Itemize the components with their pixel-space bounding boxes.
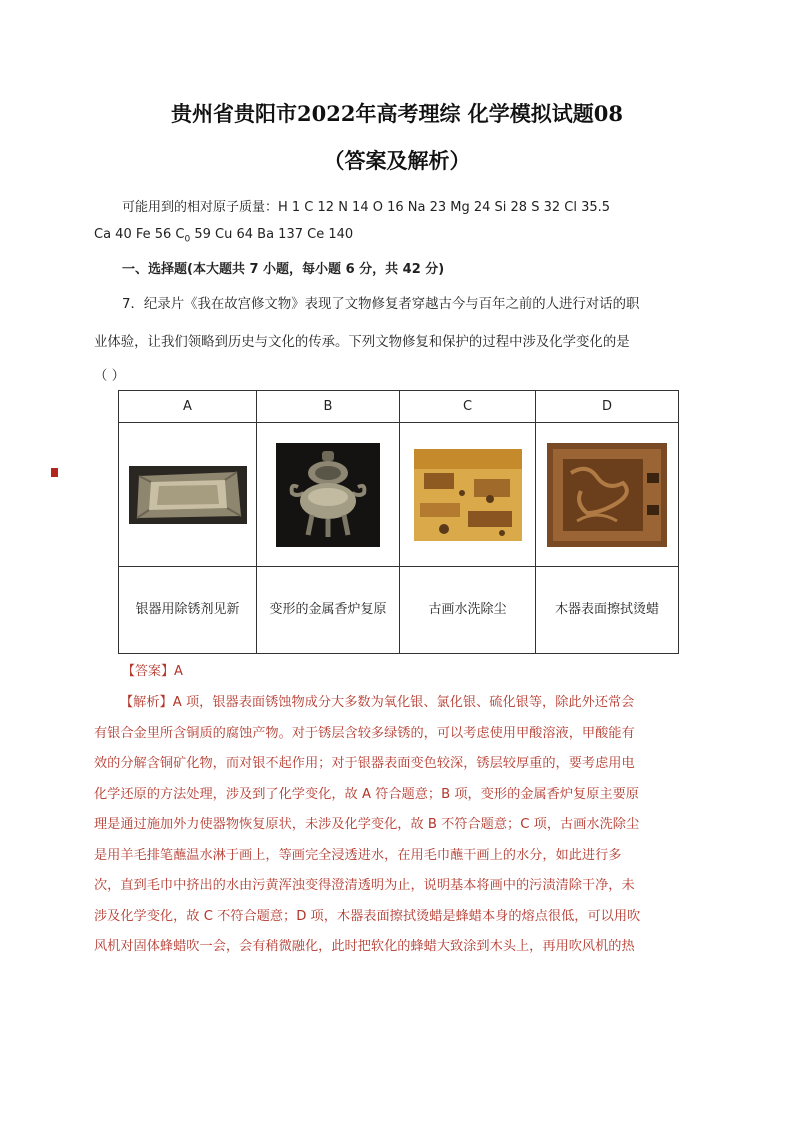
carved-wood-photo — [547, 443, 667, 547]
incense-burner-photo — [276, 443, 380, 547]
silver-box-photo — [129, 466, 247, 524]
analysis-line: 理是通过施加外力使器物恢复原状，未涉及化学变化，故 B 不符合题意；C 项，古画水洗除尘 — [94, 817, 640, 832]
option-b-image-cell — [257, 423, 400, 567]
analysis-line: 效的分解含铜矿化物，而对银不起作用；对于银器表面变色较深，锈层较厚重的，要考虑用电 — [94, 756, 635, 771]
atomic-masses-text-a: Ca 40 Fe 56 C — [94, 227, 185, 242]
analysis-line: 次，直到毛巾中挤出的水由污黄浑浊变得澄清透明为止，说明基本将画中的污渍清除干净，未 — [94, 878, 635, 893]
analysis-line: 有银合金里所含铜质的腐蚀产物。对于锈层含较多绿锈的，可以考虑使用甲酸溶液，甲酸能有 — [94, 725, 635, 741]
option-c-caption: 古画水洗除尘 — [400, 567, 536, 654]
option-b-caption — [257, 567, 400, 654]
question-line-1: 7．纪录片《我在故宫修文物》表现了文物修复者穿越古今与百年之前的人进行对话的职 — [122, 297, 640, 312]
question-line-3: （ ） — [94, 369, 126, 384]
ancient-painting-photo — [414, 449, 522, 541]
analysis-line: 是用羊毛排笔蘸温水淋于画上，等画完全浸透进水，在用毛巾蘸干画上的水分，如此进行多 — [94, 847, 622, 863]
atomic-masses-line-2 — [94, 227, 353, 245]
analysis-line: 风机对固体蜂蜡吹一会，会有稍微融化，此时把软化的蜂蜡大致涂到木头上，再用吹风机的热 — [94, 939, 635, 954]
section-heading: 一、选择题(本大题共 7 小题，每小题 6 分，共 42 分) — [122, 262, 445, 277]
analysis-text: A 项，银器表面锈蚀物成分大多数为氧化银、氯化银、硫化银等，除此外还常会 — [172, 695, 635, 710]
answer-line — [122, 660, 183, 679]
answer-value: A — [174, 664, 183, 679]
option-d-image-cell — [536, 423, 679, 567]
option-b-header: B — [257, 391, 400, 423]
answer-label: 【答案】 — [122, 664, 175, 679]
atomic-masses-line-1: 可能用到的相对原子质量：H 1 C 12 N 14 O 16 Na 23 Mg 24 Si 28 S 32 Cl 35.5 — [122, 200, 611, 215]
document-title: 贵州省贵阳市2022年高考理综 化学模拟试题08 — [171, 101, 623, 126]
atomic-masses-subscript: 0 — [184, 234, 191, 245]
analysis-line — [94, 688, 702, 719]
option-d-header: D — [536, 391, 679, 423]
option-a-caption: 银器用除锈剂见新 — [119, 567, 257, 654]
analysis-line: 涉及化学变化，故 C 不符合题意；D 项，木器表面擦拭烫蜡是蜂蜡本身的熔点很低，可以用吹 — [94, 908, 641, 924]
option-a-image-cell — [119, 423, 257, 567]
option-c-image-cell — [400, 423, 536, 567]
atomic-masses-text-b: 59 Cu 64 Ba 137 Ce 140 — [190, 227, 354, 242]
question-line-2: 业体验，让我们领略到历史与文化的传承。下列文物修复和保护的过程中涉及化学变化的是 — [94, 335, 630, 350]
option-a-header: A — [119, 391, 257, 423]
options-table — [118, 390, 679, 654]
analysis-label: 【解析】 — [120, 695, 173, 710]
analysis-paragraph — [94, 688, 702, 963]
analysis-line: 化学还原的方法处理，涉及到了化学变化，故 A 符合题意；B 项，变形的金属香炉复原主要原 — [94, 786, 639, 802]
option-b-caption-text: 变形的金属香炉复原 — [269, 602, 387, 617]
document-subtitle: （答案及解析） — [323, 148, 471, 173]
option-d-caption: 木器表面擦拭烫蜡 — [536, 567, 679, 654]
option-c-header: C — [400, 391, 536, 423]
